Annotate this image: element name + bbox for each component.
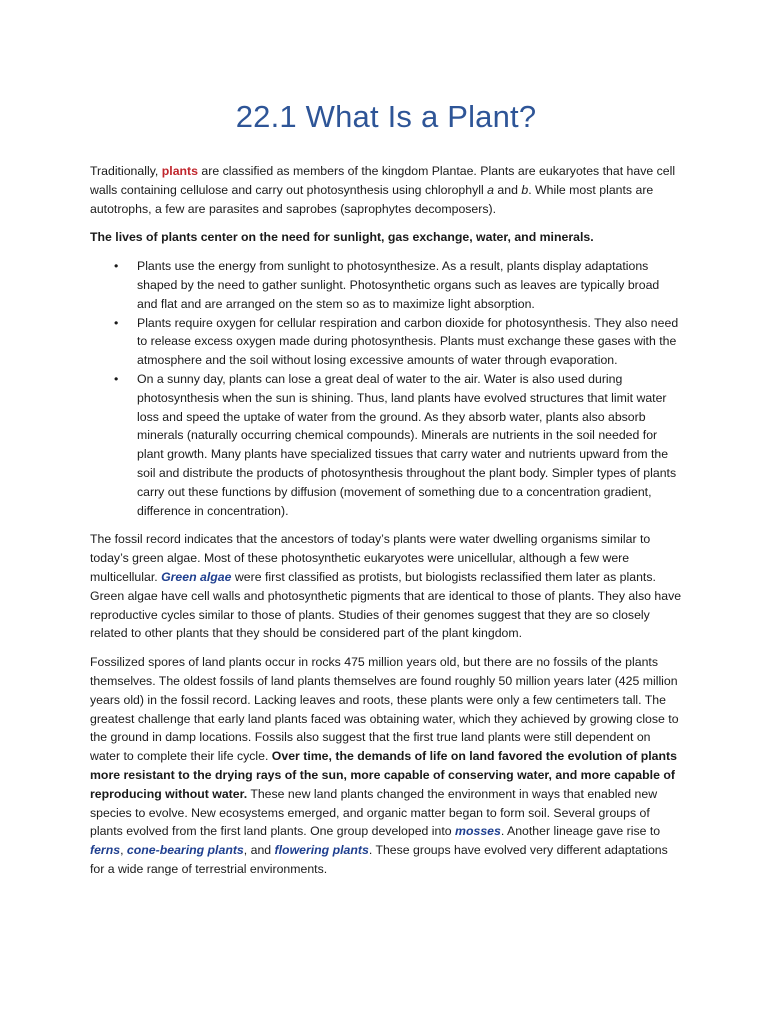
chlorophyll-a: a [487, 182, 494, 197]
paragraph-text: The fossil record indicates that the ancestors of today’s plants were water dwelling organisms similar to today’s green algae. Most of these photosynthetic eukaryotes were unicellular, although a few were multicellular. [90, 532, 651, 584]
needs-list [90, 257, 682, 520]
lead-statement: The lives of plants center on the need for sunlight, gas exchange, water, and minerals. [90, 230, 594, 245]
term-flowering-plants: flowering plants [274, 843, 369, 858]
fossil-record-paragraph [90, 530, 682, 643]
paragraph-text: , and [243, 843, 275, 858]
paragraph-text: Fossilized spores of land plants occur in rocks 475 million years old, but there are no fossils of the plants themselves. The oldest fossils of land plants themselves are found roughly 50 million years later (425 million years old) in the fossil record. Lacking leaves and roots, these plants were only a few centimeters tall. The greatest challenge that early land plants faced was obtaining water, which they achieved by growing close to the ground in damp locations. Fossils also suggest that the first true land plants were still dependent on water to complete their life cycle. [90, 655, 679, 764]
intro-text: and [493, 182, 522, 197]
list-item: • Plants use the energy from sunlight to photosynthesize. As a result, plants display adaptations shaped by the need to gather sunlight. Photosynthetic organs such as leaves are typically broad and flat and are arranged on the stem so as to maximize light absorption. [137, 257, 682, 313]
paragraph-text: These new land plants changed the environment in ways that enabled new species to evolve. New ecosystems emerged, and organic matter began to form soil. Several groups of plants evolved from the first land plants. One group developed into [90, 786, 658, 839]
chlorophyll-b: b [521, 182, 529, 197]
page-title: 22.1 What Is a Plant? [235, 99, 537, 134]
term-ferns: ferns [90, 843, 121, 858]
paragraph-text: . Another lineage gave rise to [500, 824, 661, 839]
term-green-algae: Green algae [161, 569, 232, 584]
intro-text: . While most plants are autotrophs, a few are parasites and saprobes (saprophytes decomposers). [90, 182, 654, 216]
intro-text: Traditionally, [90, 164, 162, 178]
intro-paragraph [90, 162, 682, 218]
land-plants-paragraph [90, 653, 682, 879]
term-plants: plants [161, 164, 198, 178]
paragraph-text: . These groups have evolved very different adaptations for a wide range of terrestrial environments. [90, 843, 668, 876]
term-cone-bearing-plants: cone-bearing plants [126, 843, 244, 858]
paragraph-text: were first classified as protists, but biologists reclassified them later as plants. Green algae have cell walls and photosynthetic pigments that are identical to those of plants. They also have reproductive cycles similar to those of plants. Studies of their genomes suggest that they are so closely related to other plants that they should be considered part of the plant kingdom. [90, 569, 682, 641]
term-mosses: mosses [455, 824, 501, 839]
list-item: • Plants require oxygen for cellular respiration and carbon dioxide for photosynthesis. They also need to release excess oxygen made during photosynthesis. Plants must exchange these gases with the atmosphere and the soil without losing excessive amounts of water through evaporation. [137, 314, 682, 370]
intro-text: are classified as members of the kingdom Plantae. Plants are eukaryotes that have cell walls containing cellulose and carry out photosynthesis using chlorophyll [90, 164, 676, 197]
list-item: • On a sunny day, plants can lose a great deal of water to the air. Water is also used during photosynthesis when the sun is shining. Thus, land plants have evolved structures that limit water loss and speed the uptake of water from the ground. As they absorb water, plants also absorb minerals (naturally occurring chemical compounds). Minerals are nutrients in the soil needed for plant growth. Many plants have specialized tissues that carry water and nutrients upward from the soil and distribute the products of photosynthesis throughout the plant body. Simpler types of plants carry out these functions by diffusion (movement of something due to a concentration gradient, difference in concentration). [137, 370, 682, 520]
paragraph-text: , [120, 843, 127, 858]
bold-statement: Over time, the demands of life on land favored the evolution of plants more resistant to the drying rays of the sun, more capable of conserving water, and more capable of reproducing without water. [90, 749, 677, 801]
